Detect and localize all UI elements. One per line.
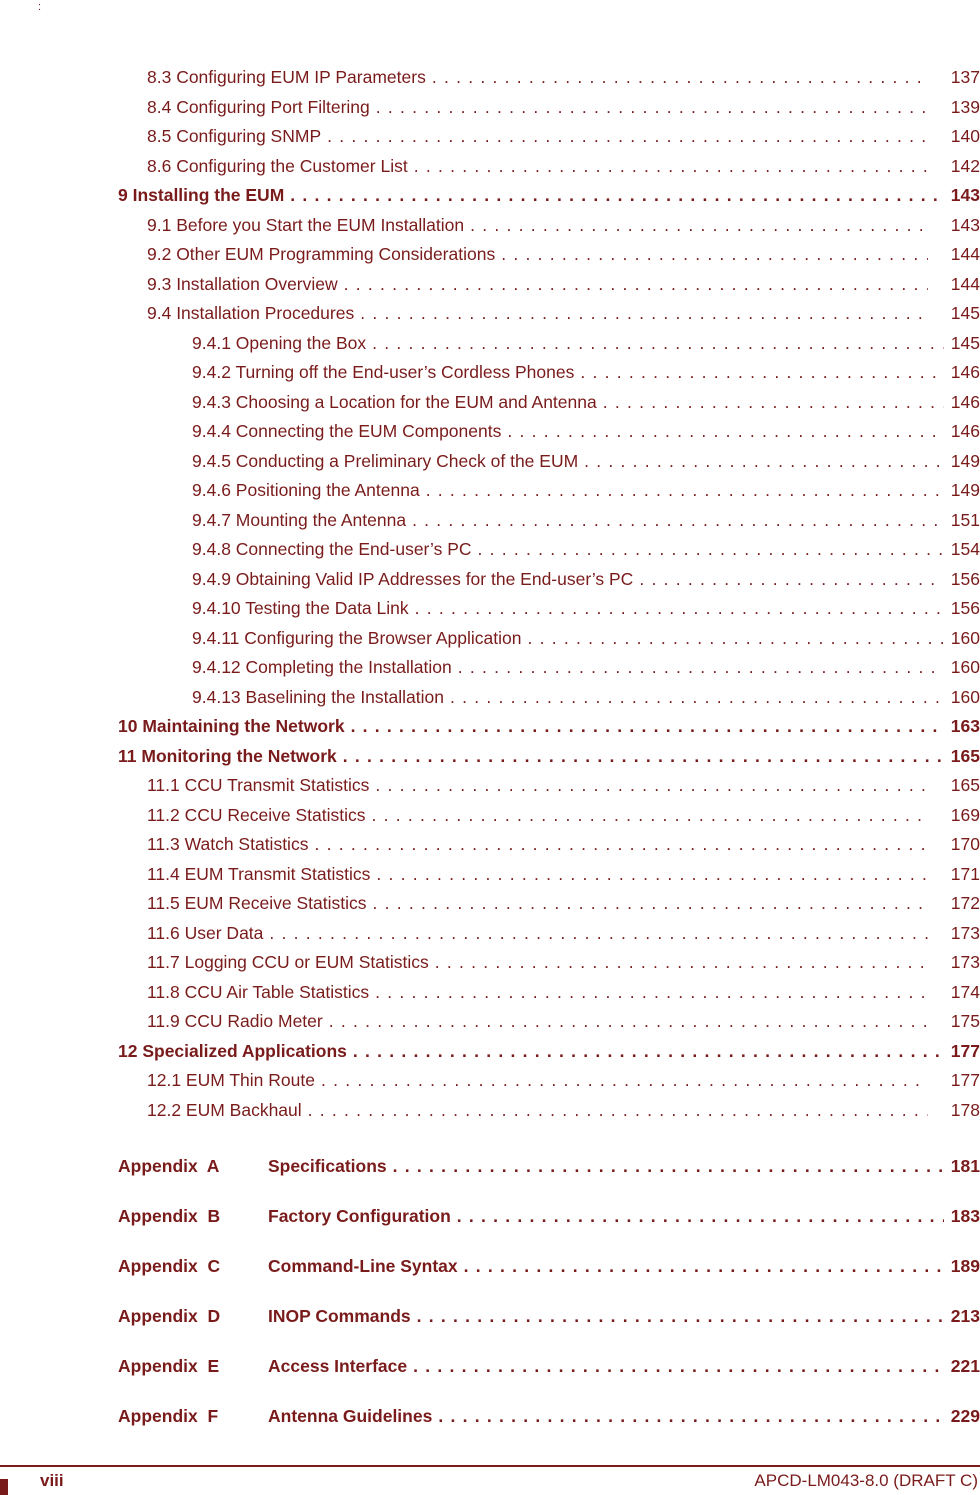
dot-leader [497,243,928,265]
appendix-title: Specifications [268,1156,387,1176]
toc-entry-page: 173 [950,922,980,943]
toc-entry[interactable] [147,1010,980,1034]
dot-leader [323,125,928,147]
toc-entry-title: 9.4.11 Configuring the Browser Application [192,627,522,648]
dot-leader [372,863,928,885]
dot-leader [434,1405,944,1427]
toc-entry-page: 170 [950,834,980,854]
appendix-page: 189 [950,1256,980,1276]
toc-entry[interactable] [192,332,980,356]
toc-entry-page: 137 [950,67,980,87]
toc-entry-page: 142 [950,155,980,176]
toc-entry[interactable] [192,568,980,592]
dot-leader [356,302,928,324]
appendix-label [118,1355,409,1377]
toc-entry-title: 9.4.8 Connecting the End-user’s PC [192,539,472,559]
toc-entry[interactable] [147,155,980,179]
dot-leader [265,922,928,944]
toc-entry[interactable] [147,1069,980,1093]
toc-entry[interactable] [192,656,980,680]
toc-entry-page: 177 [950,1040,980,1061]
toc-entry-title: 11.5 EUM Receive Statistics [147,893,367,913]
toc-entry-title: 11.6 User Data [147,922,264,943]
toc-entry[interactable] [147,922,980,946]
dot-leader [576,361,944,383]
dot-leader [599,391,944,413]
appendix-title: INOP Commands [268,1306,411,1326]
toc-entry[interactable] [192,420,980,444]
footer-rule [0,1465,980,1467]
toc-entry-title: 9.4.6 Positioning the Antenna [192,480,420,500]
toc-entry-title: 11 Monitoring the Network [118,745,337,766]
appendix-prefix: Appendix F [118,1406,219,1426]
toc-entry-page: 146 [950,421,980,441]
toc-entry-page: 144 [950,244,980,264]
dot-leader [460,1255,944,1277]
toc-entry[interactable] [192,686,980,710]
toc-entry-title: 11.2 CCU Receive Statistics [147,804,366,825]
toc-entry-page: 151 [950,509,980,530]
dot-leader [349,1040,944,1062]
toc-entry-page: 146 [950,362,980,382]
toc-entry-title: 9.4.3 Choosing a Location for the EUM and Antenna [192,391,597,412]
appendix-title: Factory Configuration [268,1206,451,1226]
appendix-label [118,1405,434,1427]
toc-entry-page: 177 [950,1070,980,1090]
toc-entry-page: 145 [950,303,980,323]
toc-entry-title: 9.4.2 Turning off the End-user’s Cordless Phones [192,362,575,382]
toc-entry[interactable] [147,96,980,120]
toc-entry-page: 163 [950,716,980,736]
appendix-entry[interactable] [118,1355,980,1379]
toc-entry-title: 9 Installing the EUM [118,185,285,205]
toc-entry[interactable] [192,361,980,385]
toc-entry-page: 144 [950,273,980,294]
dot-leader [339,745,944,767]
toc-entry[interactable] [118,715,980,739]
dot-leader [453,1205,944,1227]
toc-entry[interactable] [192,479,980,503]
dot-leader [410,155,928,177]
toc-entry[interactable] [147,273,980,297]
appendix-entry[interactable] [118,1305,980,1329]
toc-entry-title: 9.4.5 Conducting a Preliminary Check of the EUM [192,450,579,471]
toc-entry-title: 9.4.12 Completing the Installation [192,657,452,677]
toc-entry-title: 11.8 CCU Air Table Statistics [147,981,370,1002]
toc-entry-page: 140 [950,126,980,146]
dot-leader [580,450,944,472]
appendix-prefix: Appendix E [118,1356,220,1376]
toc-entry[interactable] [147,1099,980,1123]
toc-entry-title: 9.4.10 Testing the Data Link [192,598,409,618]
appendix-entry[interactable] [118,1155,980,1179]
toc-entry[interactable] [118,745,980,769]
toc-entry[interactable] [147,243,980,267]
dot-leader [368,804,928,826]
dot-leader [340,273,928,295]
toc-entry-title: 10 Maintaining the Network [118,716,345,736]
toc-entry[interactable] [192,509,980,533]
toc-entry[interactable] [192,597,980,621]
dot-leader [347,715,944,737]
dot-leader [422,479,944,501]
toc-entry-page: 165 [950,775,980,795]
toc-entry-title: 11.1 CCU Transmit Statistics [147,775,370,795]
toc-entry-page: 160 [950,627,980,648]
dot-leader [389,1155,944,1177]
appendix-entry[interactable] [118,1205,980,1229]
dot-leader [635,568,944,590]
dot-leader [446,686,944,708]
toc-entry[interactable] [147,66,980,90]
appendix-prefix: Appendix B [118,1206,221,1226]
dot-leader [428,66,928,88]
dot-leader [286,184,944,206]
dot-leader [317,1069,928,1091]
toc-entry-page: 172 [950,893,980,913]
footer-page-number: viii [40,1471,64,1490]
toc-entry-title: 9.4.7 Mounting the Antenna [192,509,407,530]
appendix-prefix: Appendix A [118,1156,220,1176]
appendix-title: Command-Line Syntax [268,1256,458,1276]
dot-leader [413,1305,944,1327]
toc-entry-title: 11.9 CCU Radio Meter [147,1011,323,1031]
dot-leader [371,774,928,796]
toc-entry[interactable] [147,981,980,1005]
toc-entry[interactable] [147,214,980,238]
toc-entry-page: 143 [950,214,980,235]
toc-entry-title: 9.3 Installation Overview [147,273,338,294]
toc-entry-title: 9.1 Before you Start the EUM Installation [147,214,465,235]
appendix-entry[interactable] [118,1405,980,1429]
toc-entry-title: 11.4 EUM Transmit Statistics [147,863,371,884]
appendix-title: Access Interface [268,1356,408,1376]
toc-entry-title: 12.2 EUM Backhaul [147,1099,302,1120]
toc-entry-page: 169 [950,804,980,825]
toc-entry[interactable] [118,1040,980,1064]
toc-entry-page: 149 [950,450,980,471]
appendix-label [118,1205,453,1227]
toc-entry-page: 160 [950,657,980,677]
toc-entry-page: 175 [950,1011,980,1031]
toc-entry-page: 165 [950,745,980,766]
toc-entry-page: 146 [950,391,980,412]
toc-entry-title: 8.6 Configuring the Customer List [147,155,408,176]
toc-entry-page: 154 [950,539,980,559]
toc-entry[interactable] [147,804,980,828]
dot-leader [466,214,928,236]
appendix-prefix: Appendix C [118,1256,221,1276]
dot-leader [371,981,928,1003]
toc-entry-page: 149 [950,480,980,500]
toc-entry-title: 9.4.1 Opening the Box [192,332,367,353]
appendix-page: 229 [950,1406,980,1426]
toc-entry-title: 8.3 Configuring EUM IP Parameters [147,67,426,87]
toc-entry-page: 143 [950,185,980,205]
dot-leader [310,833,928,855]
appendix-page: 183 [950,1206,980,1226]
toc-entry-page: 145 [950,332,980,353]
toc-entry-title: 12.1 EUM Thin Route [147,1070,315,1090]
toc-entry[interactable] [192,450,980,474]
toc-entry[interactable] [147,833,980,857]
toc-entry-title: 11.3 Watch Statistics [147,834,309,854]
toc-entry-title: 9.4.4 Connecting the EUM Components [192,421,502,441]
appendix-page: 213 [950,1306,980,1326]
toc-entry-page: 178 [950,1099,980,1120]
toc-entry[interactable] [147,951,980,975]
dot-leader [431,951,928,973]
toc-entry-page: 173 [950,952,980,972]
toc-entry-title: 9.2 Other EUM Programming Considerations [147,244,496,264]
dot-leader [368,332,944,354]
appendix-label [118,1155,389,1177]
dot-leader [304,1099,928,1121]
toc-entry-page: 160 [950,686,980,707]
toc-entry-title: 12 Specialized Applications [118,1040,347,1061]
toc-entry[interactable] [192,627,980,651]
toc-entry-page: 174 [950,981,980,1002]
dot-leader [411,597,944,619]
toc-entry[interactable] [147,302,980,326]
toc-entry-page: 171 [950,863,980,884]
appendix-page: 181 [950,1156,980,1176]
toc-entry-title: 8.5 Configuring SNMP [147,126,322,146]
appendix-page: 221 [950,1356,980,1376]
dot-leader [372,96,928,118]
corner-mark: : [38,1,42,13]
toc-entry[interactable] [192,391,980,415]
toc-entry-title: 9.4.13 Baselining the Installation [192,686,444,707]
toc-entry-page: 139 [950,96,980,117]
appendix-title: Antenna Guidelines [268,1406,433,1426]
toc-entry-page: 156 [950,568,980,589]
dot-leader [454,656,944,678]
appendix-prefix: Appendix D [118,1306,221,1326]
dot-leader [409,1355,944,1377]
appendix-label [118,1305,413,1327]
toc-entry[interactable] [147,863,980,887]
toc-entry-title: 8.4 Configuring Port Filtering [147,96,370,117]
dot-leader [368,892,928,914]
toc-entry-title: 11.7 Logging CCU or EUM Statistics [147,952,429,972]
dot-leader [408,509,944,531]
appendix-label [118,1255,460,1277]
toc-entry[interactable] [147,774,980,798]
toc-entry[interactable] [192,538,980,562]
toc-entry-title: 9.4 Installation Procedures [147,303,355,323]
footer-document-id: APCD-LM043-8.0 (DRAFT C) [754,1471,978,1490]
dot-leader [503,420,944,442]
toc-entry[interactable] [147,892,980,916]
dot-leader [523,627,944,649]
toc-entry[interactable] [118,184,980,208]
toc-entry-title: 9.4.9 Obtaining Valid IP Addresses for the End-user’s PC [192,568,634,589]
toc-entry[interactable] [147,125,980,149]
footer-tab-marker [0,1479,8,1495]
toc-entry-page: 156 [950,598,980,618]
dot-leader [474,538,944,560]
dot-leader [325,1010,928,1032]
appendix-entry[interactable] [118,1255,980,1279]
